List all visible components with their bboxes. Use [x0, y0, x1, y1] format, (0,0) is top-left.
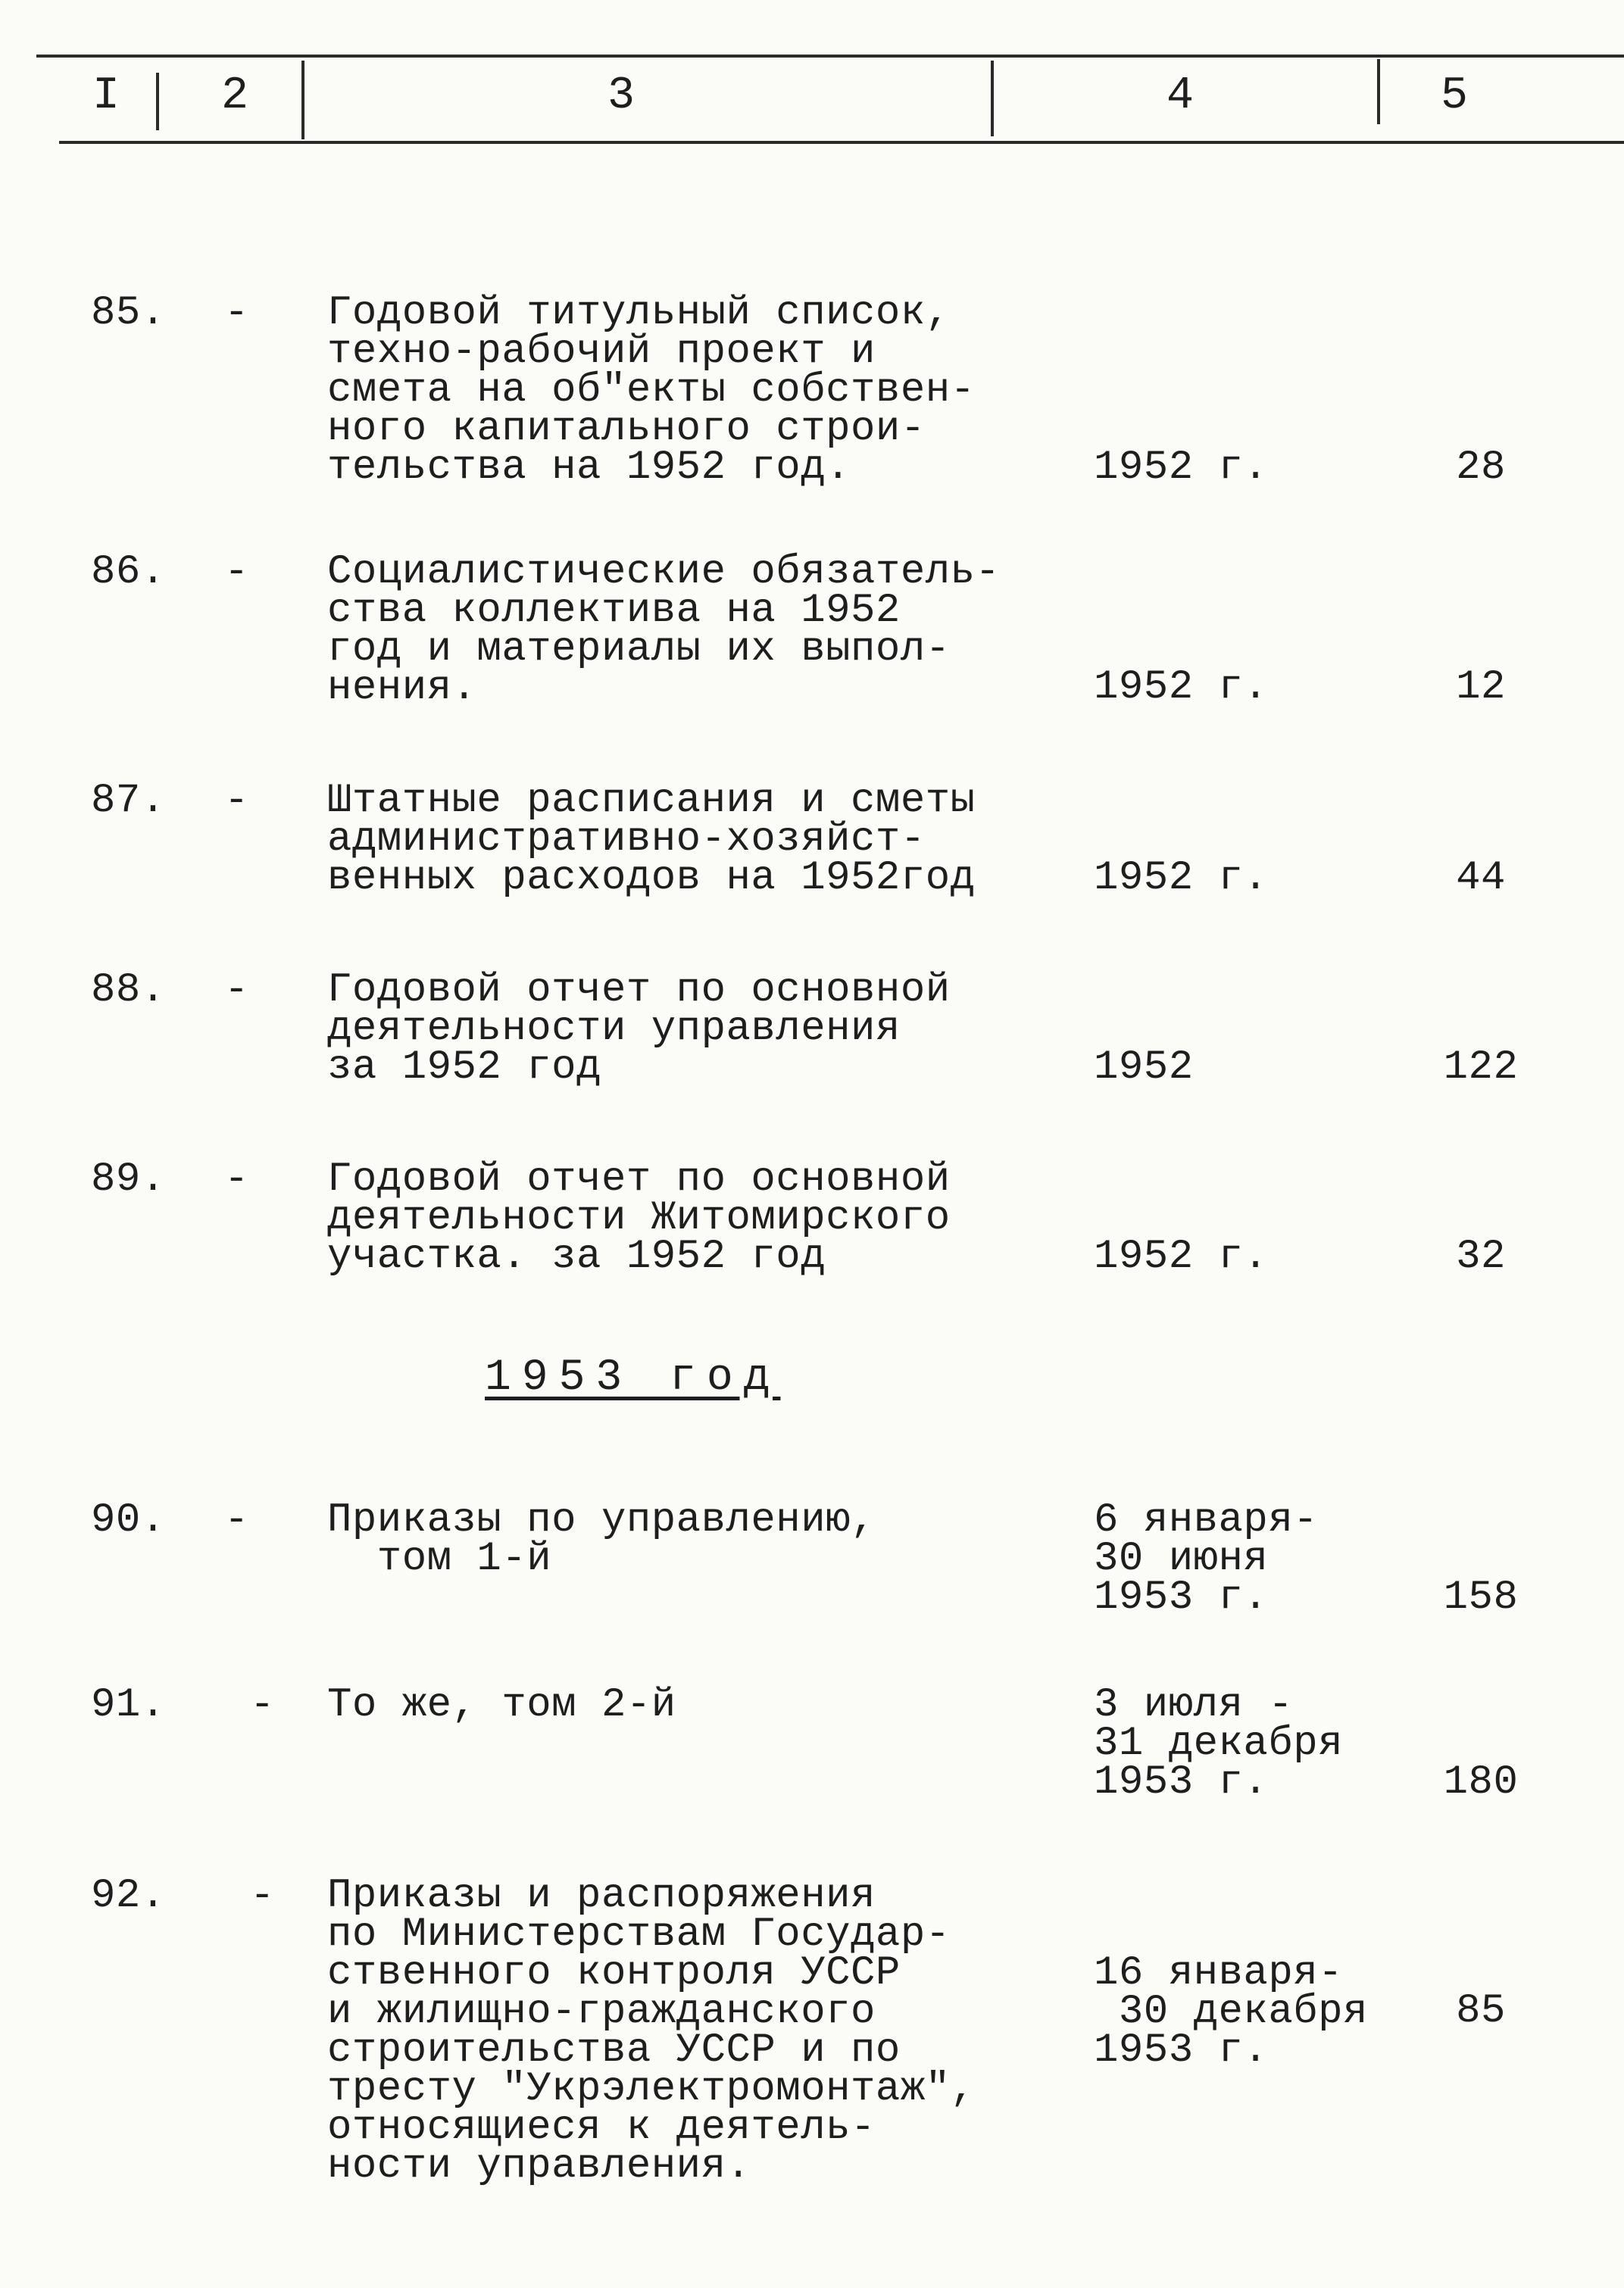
item-dash: - [224, 549, 249, 595]
item-date: 16 января- 30 декабря 1953 г. [1094, 1950, 1368, 2074]
item-number: 90. [91, 1497, 166, 1544]
item-title: То же, том 2-й [327, 1682, 676, 1728]
item-title: Социалистические обязатель- ства коллектива на 1952 год и материалы их выпол- нения. [327, 549, 1001, 711]
item-title: Годовой отчет по основной деятельности управления за 1952 год [327, 967, 951, 1091]
item-title: Приказы и распоряжения по Министерствам Государ- ственного контроля УССР и жилищно-гражданского строительства УССР и по тресту "Укрэлектромонтаж", относящиеся к деятель- ности управления. [327, 1873, 976, 2190]
item-sheet-count: 122 [1443, 1044, 1519, 1091]
column-number-2: 2 [220, 70, 248, 122]
item-date: 6 января- 30 июня 1953 г. [1094, 1497, 1319, 1621]
item-title: Годовой титульный список, техно-рабочий проект и смета на об"екты собствен- ного капитального строи- тельства на 1952 год. [327, 290, 976, 491]
item-dash: - [224, 1156, 249, 1203]
item-dash: - [224, 1497, 249, 1544]
item-sheet-count: 32 [1456, 1234, 1506, 1280]
column-number-4: 4 [1166, 70, 1194, 122]
item-number: 89. [91, 1156, 166, 1203]
item-dash: - [224, 967, 249, 1013]
column-number-5: 5 [1440, 70, 1468, 122]
item-sheet-count: 44 [1456, 855, 1506, 901]
column-number-3: 3 [607, 70, 635, 122]
item-number: 87. [91, 778, 166, 824]
item-date: 1952 г. [1094, 1234, 1269, 1280]
item-date: 1952 г. [1094, 664, 1269, 710]
item-title: Штатные расписания и сметы административно-хозяйст- венных расходов на 1952год [327, 778, 976, 901]
item-dash: - [250, 1682, 275, 1728]
item-date: 1952 [1094, 1044, 1194, 1091]
header-separator-2 [301, 61, 304, 139]
item-title: Годовой отчет по основной деятельности Житомирского участка. за 1952 год [327, 1156, 951, 1280]
item-dash: - [224, 778, 249, 824]
item-number: 86. [91, 549, 166, 595]
header-separator-4 [1377, 59, 1380, 124]
item-sheet-count: 28 [1456, 445, 1506, 491]
header-top-rule [36, 55, 1624, 58]
header-separator-3 [991, 61, 994, 136]
item-sheet-count: 85 [1456, 1988, 1506, 2034]
item-date: 1952 г. [1094, 855, 1269, 901]
item-number: 88. [91, 967, 166, 1013]
item-date: 1952 г. [1094, 445, 1269, 491]
item-dash: - [250, 1873, 275, 1919]
item-sheet-count: 12 [1456, 664, 1506, 710]
item-number: 91. [91, 1682, 166, 1728]
header-bottom-rule [59, 141, 1624, 144]
item-dash: - [224, 290, 249, 336]
item-sheet-count: 180 [1443, 1759, 1519, 1806]
item-sheet-count: 158 [1443, 1575, 1519, 1621]
header-separator-1 [156, 73, 159, 130]
section-title-1953: 1953 год [485, 1353, 781, 1403]
item-title: Приказы по управлению, том 1-й [327, 1497, 876, 1582]
item-number: 92. [91, 1873, 166, 1919]
item-number: 85. [91, 290, 166, 336]
column-number-1: I [92, 70, 120, 122]
item-date: 3 июля - 31 декабря 1953 г. [1094, 1682, 1344, 1806]
